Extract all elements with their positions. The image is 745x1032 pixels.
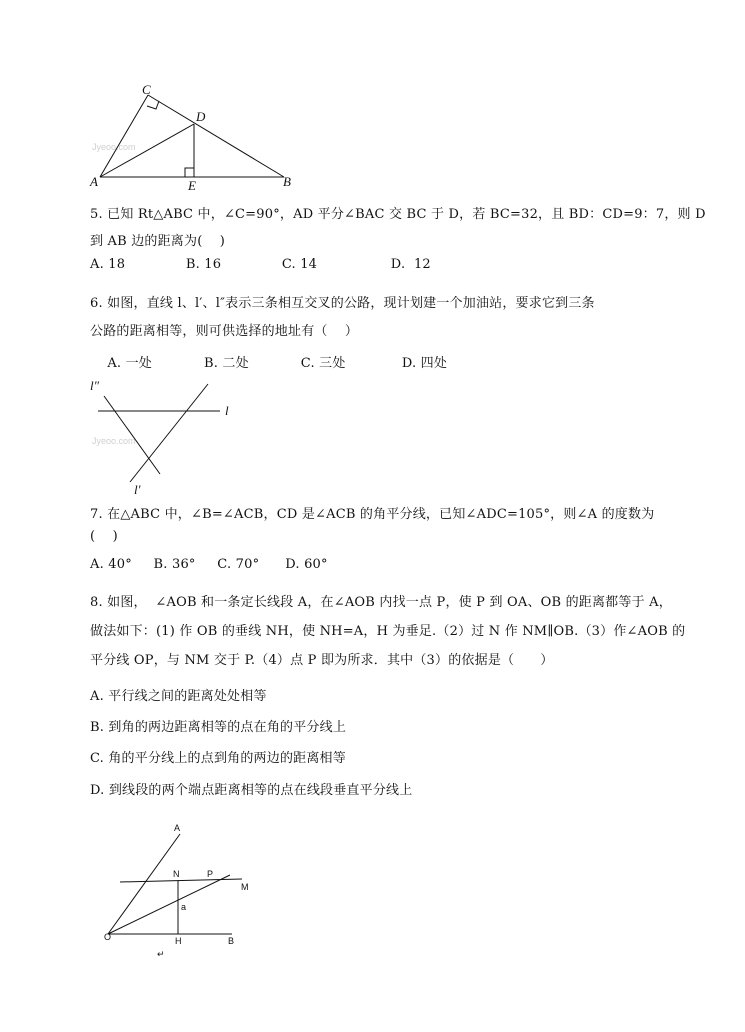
label-e: E (188, 178, 196, 193)
label-b: B (228, 936, 235, 946)
q7-options: A. 40° B. 36° C. 70° D. 60° (90, 557, 328, 572)
q5-line2: 到 AB 边的距离为( ) (90, 234, 226, 249)
q8-option-b: B. 到角的两边距离相等的点在角的平分线上 (90, 720, 347, 735)
label-l-prime: l′ (134, 482, 141, 497)
label-b: B (283, 174, 291, 189)
q7-line1: 7. 在△ABC 中，∠B=∠ACB，CD 是∠ACB 的角平分线，已知∠ADC=105°，则∠A 的度数为 (90, 507, 655, 522)
q6-line1: 6. 如图，直线 l、l′、l″表示三条相互交叉的公路，现计划建一个加油站，要求它到三条 (90, 296, 595, 311)
q8-option-d: D. 到线段的两个端点距离相等的点在线段垂直平分线上 (90, 783, 413, 798)
q8-line1: 8. 如图， ∠AOB 和一条定长线段 A，在∠AOB 内找一点 P，使 P 到 OA、OB 的距离都等于 A， (90, 595, 672, 610)
watermark: Jyeoo.com (92, 142, 136, 152)
label-h: H (175, 936, 182, 946)
label-a: A (174, 823, 181, 833)
q5-line1: 5. 已知 Rt△ABC 中，∠C=90°，AD 平分∠BAC 交 BC 于 D，若 BC=32，且 BD：CD=9：7，则 D (90, 207, 706, 222)
label-l-double-prime: l″ (90, 378, 100, 393)
q8-option-c: C. 角的平分线上的点到角的两边的距离相等 (90, 751, 346, 766)
q5-options: A. 18 B. 16 C. 14 D. 12 (90, 257, 431, 272)
figure-three-roads (88, 376, 248, 498)
label-p: P (207, 869, 214, 879)
watermark: Jyeoo.com (92, 436, 136, 446)
label-c: C (142, 82, 151, 97)
q7-line2: ( ) (90, 529, 118, 544)
label-d: D (196, 109, 206, 124)
figure-angle-aob (100, 820, 260, 960)
label-a-lower: a (181, 902, 187, 912)
return-mark: ↵ (157, 949, 165, 959)
q8-line2: 做法如下：(1) 作 OB 的垂线 NH，使 NH=A，H 为垂足.（2）过 N 作 NM∥OB.（3）作∠AOB 的 (90, 624, 686, 639)
q8-option-a: A. 平行线之间的距离处处相等 (90, 689, 267, 704)
q8-line3: 平分线 OP，与 NM 交于 P.（4）点 P 即为所求．其中（3）的依据是（ ） (90, 653, 554, 668)
label-m: M (241, 882, 249, 892)
figure-triangle-abc (88, 80, 308, 195)
q6-options: A. 一处 B. 二处 C. 三处 D. 四处 (90, 356, 448, 371)
q6-line2: 公路的距离相等，则可供选择的地址有（ ） (90, 324, 359, 339)
label-o: O (104, 932, 112, 942)
label-a: A (90, 174, 98, 189)
label-n: N (173, 869, 180, 879)
label-l: l (225, 403, 229, 418)
